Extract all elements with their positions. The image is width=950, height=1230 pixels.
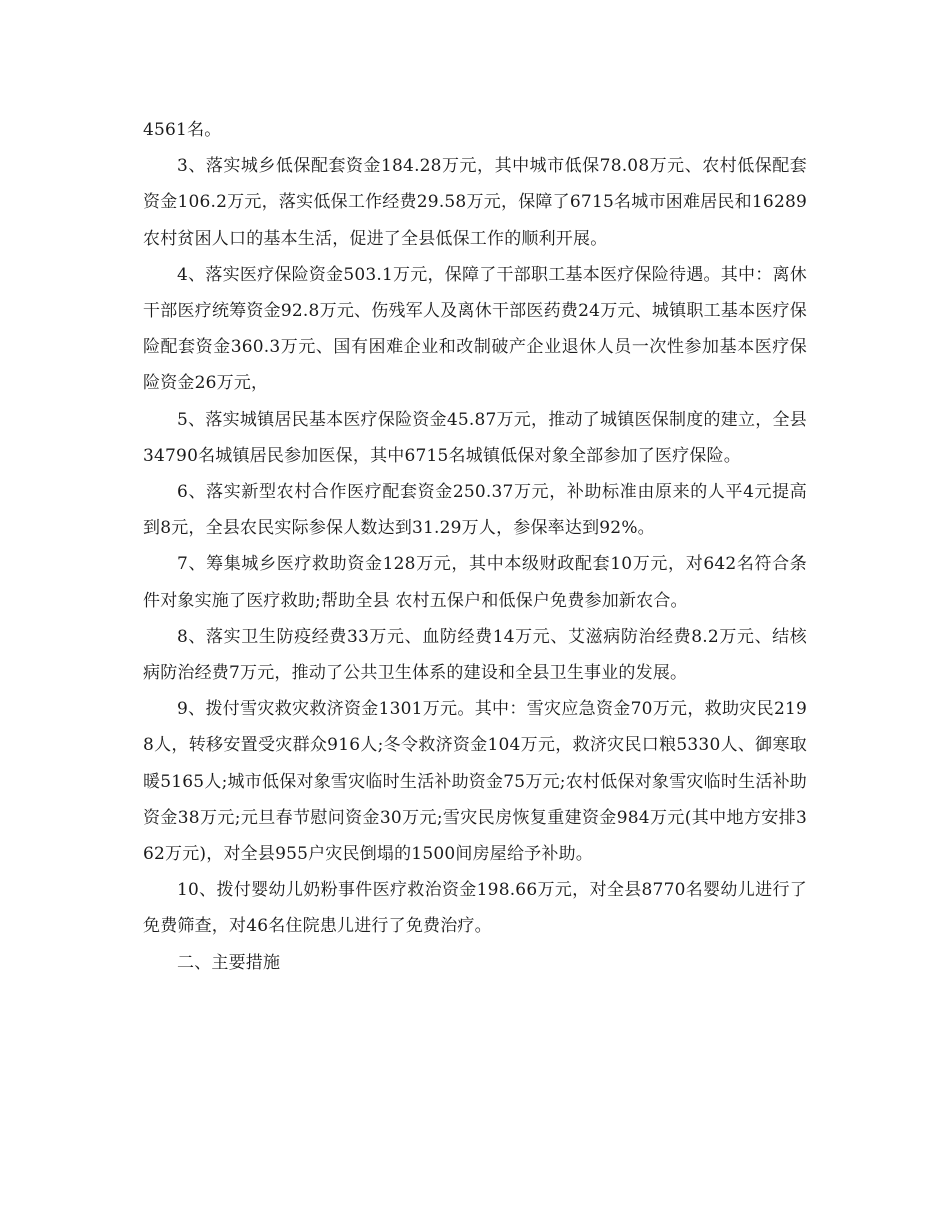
paragraph-item-5: 5、落实城镇居民基本医疗保险资金45.87万元，推动了城镇医保制度的建立，全县34790名城镇居民参加医保，其中6715名城镇低保对象全部参加了医疗保险。	[143, 409, 807, 466]
paragraph-item-10: 10、拨付婴幼儿奶粉事件医疗救治资金198.66万元，对全县8770名婴幼儿进行了免费筛查，对46名住院患儿进行了免费治疗。	[143, 880, 807, 937]
paragraph-item-9: 9、拨付雪灾救灾救济资金1301万元。其中：雪灾应急资金70万元，救助灾民2198人，转移安置受灾群众916人;冬令救济资金104万元，救济灾民口粮5330人、御寒取暖5165人;城市低保对象雪灾临时生活补助资金75万元;农村低保对象雪灾临时生活补助资金38万元;元旦春节慰问资金30万元;雪灾民房恢复重建资金984万元(其中地方安排362万元)，对全县955户灾民倒塌的1500间房屋给予补助。	[143, 699, 807, 865]
paragraph-continuation: 4561名。	[143, 120, 222, 140]
paragraph-item-3: 3、落实城乡低保配套资金184.28万元，其中城市低保78.08万元、农村低保配套资金106.2万元，落实低保工作经费29.58万元，保障了6715名城市困难居民和16289农村贫困人口的基本生活，促进了全县低保工作的顺利开展。	[143, 156, 807, 249]
paragraph-item-4: 4、落实医疗保险资金503.1万元，保障了干部职工基本医疗保险待遇。其中：离休干部医疗统筹资金92.8万元、伤残军人及离休干部医药费24万元、城镇职工基本医疗保险配套资金360.3万元、国有困难企业和改制破产企业退休人员一次性参加基本医疗保险资金26万元，	[143, 264, 807, 394]
paragraph-item-8: 8、落实卫生防疫经费33万元、血防经费14万元、艾滋病防治经费8.2万元、结核病防治经费7万元，推动了公共卫生体系的建设和全县卫生事业的发展。	[143, 626, 807, 684]
paragraph-item-7: 7、筹集城乡医疗救助资金128万元，其中本级财政配套10万元，对642名符合条件对象实施了医疗救助;帮助全县 农村五保户和低保户免费参加新农合。	[143, 554, 807, 611]
paragraph-item-6: 6、落实新型农村合作医疗配套资金250.37万元，补助标准由原来的人平4元提高到8元，全县农民实际参保人数达到31.29万人，参保率达到92%。	[143, 482, 807, 539]
document-body	[143, 112, 807, 981]
section-heading: 二、主要措施	[177, 952, 281, 973]
